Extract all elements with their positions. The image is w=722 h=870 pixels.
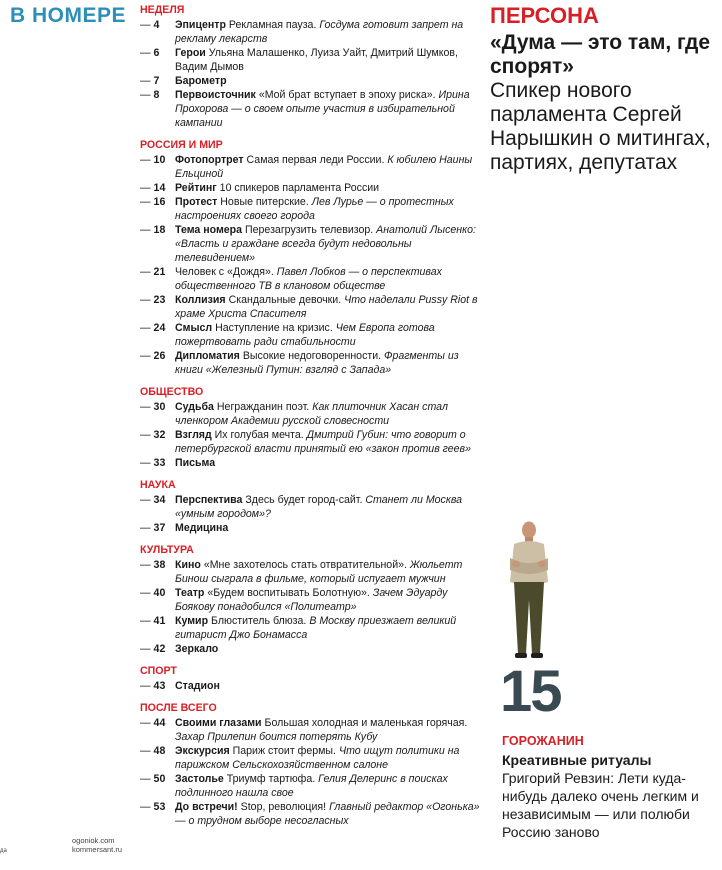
dash-separator: —	[140, 19, 154, 31]
page-number	[140, 493, 172, 507]
footer-fragment: да	[0, 848, 7, 854]
page-number	[140, 558, 172, 572]
toc-entry[interactable]	[140, 586, 485, 614]
headline: Блюститель блюза.	[211, 615, 307, 627]
toc-section	[140, 544, 485, 656]
page-number-value: 4	[153, 19, 160, 31]
section-title: ПОСЛЕ ВСЕГО	[140, 702, 217, 714]
toc-entry[interactable]	[140, 153, 485, 181]
section-title: НАУКА	[140, 479, 176, 491]
toc-entry[interactable]	[140, 400, 485, 428]
subheadline: Станет ли Москва «умным городом»?	[175, 494, 463, 520]
page-number	[140, 195, 172, 209]
rubric: Смысл	[175, 322, 213, 334]
masthead: В НОМЕРЕ	[10, 4, 127, 27]
site-link-kommersant[interactable]: kommersant.ru	[72, 845, 123, 854]
headline: Париж стоит фермы.	[232, 745, 336, 757]
headline: Их голубая мечта.	[214, 429, 304, 441]
gorozhanin-block	[502, 733, 720, 841]
page-number	[140, 18, 172, 32]
page-number	[140, 74, 172, 88]
rubric: Барометр	[175, 75, 227, 87]
persona-label: ПЕРСОНА	[490, 3, 599, 28]
dash-separator: —	[140, 266, 154, 278]
gorozhanin-label: ГОРОЖАНИН	[502, 734, 584, 748]
toc-entry[interactable]	[140, 223, 485, 265]
page-number-value: 30	[153, 401, 166, 413]
persona-description: Спикер нового парламента Сергей Нарышкин о митингах, партиях, депутатах	[490, 79, 711, 174]
page-number	[140, 46, 172, 60]
page-number	[140, 642, 172, 656]
page-number	[140, 586, 172, 600]
toc-entry[interactable]	[140, 456, 485, 470]
dash-separator: —	[140, 154, 154, 166]
headline: Stop, революция!	[240, 801, 327, 813]
page-number-value: 53	[153, 801, 166, 813]
page-number	[140, 614, 172, 628]
rubric: Экскурсия	[175, 745, 230, 757]
rubric: Своими глазами	[175, 717, 262, 729]
page-number	[140, 223, 172, 237]
headline: Негражданин поэт.	[216, 401, 310, 413]
headline: Высокие недоговоренности.	[242, 350, 382, 362]
toc-entry[interactable]	[140, 321, 485, 349]
headline: Большая холодная и маленькая горячая.	[264, 717, 468, 729]
page-number-value: 42	[153, 643, 166, 655]
dash-separator: —	[140, 457, 154, 469]
subheadline: Как плиточник Хасан стал членкором Академии русской словесности	[175, 401, 448, 427]
dash-separator: —	[140, 294, 154, 306]
dash-separator: —	[140, 350, 154, 362]
footer-sites	[72, 836, 122, 854]
dash-separator: —	[140, 196, 154, 208]
page-number-value: 44	[153, 717, 166, 729]
toc-entry[interactable]	[140, 74, 485, 88]
rubric: Стадион	[175, 680, 220, 692]
rubric: Взгляд	[175, 429, 212, 441]
page-number	[140, 88, 172, 102]
subheadline: Жюльетт Бинош сыграла в фильме, который испугает мужчин	[175, 559, 463, 585]
rubric: Медицина	[175, 522, 229, 534]
page-number-value: 6	[153, 47, 160, 59]
rubric: Судьба	[175, 401, 214, 413]
toc-section	[140, 665, 485, 693]
dash-separator: —	[140, 494, 154, 506]
site-link-ogoniok[interactable]: ogoniok.com	[72, 836, 115, 845]
page-number	[140, 716, 172, 730]
toc-entry[interactable]	[140, 614, 485, 642]
headline: «Мне захотелось стать отвратительной».	[203, 559, 407, 571]
rubric: Рейтинг	[175, 182, 217, 194]
persona-quote: «Дума — это там, где спорят»	[490, 31, 711, 78]
man-photo	[502, 520, 554, 660]
dash-separator: —	[140, 587, 154, 599]
toc-section	[140, 479, 485, 535]
dash-separator: —	[140, 559, 154, 571]
section-title: СПОРТ	[140, 665, 177, 677]
page-number-value: 38	[153, 559, 166, 571]
rubric: Первоисточник	[175, 89, 256, 101]
subheadline: Лев Лурье — о протестных настроениях своего города	[175, 196, 454, 222]
subheadline: Ирина Прохорова — о своем опыте участия в избирательной кампании	[175, 89, 470, 129]
page-number-value: 43	[153, 680, 166, 692]
rubric: Дипломатия	[175, 350, 240, 362]
headline: Скандальные девочки.	[228, 294, 342, 306]
subheadline: Гелия Делеринс в поисках подлинного нашла свое	[175, 773, 448, 799]
page-number-value: 16	[153, 196, 166, 208]
rubric: Кумир	[175, 615, 209, 627]
rubric: Зеркало	[175, 643, 219, 655]
persona-block	[490, 4, 720, 175]
page-number	[140, 321, 172, 335]
section-title: КУЛЬТУРА	[140, 544, 194, 556]
page-number-value: 26	[153, 350, 166, 362]
toc-section	[140, 386, 485, 470]
page-number-value: 37	[153, 522, 166, 534]
dash-separator: —	[140, 745, 154, 757]
headline: Триумф тартюфа.	[226, 773, 316, 785]
page-number-value: 18	[153, 224, 166, 236]
headline: Перезагрузить телевизор.	[245, 224, 374, 236]
dash-separator: —	[140, 680, 154, 692]
rubric: Застолье	[175, 773, 224, 785]
subheadline: Что наделали Pussy Riot в храме Христа Спасителя	[175, 294, 478, 320]
page-number	[140, 181, 172, 195]
headline: «Будем воспитывать Болотную».	[207, 587, 370, 599]
dash-separator: —	[140, 182, 154, 194]
rubric: Эпицентр	[175, 19, 226, 31]
page-number	[140, 293, 172, 307]
dash-separator: —	[140, 322, 154, 334]
dash-separator: —	[140, 401, 154, 413]
rubric: Протест	[175, 196, 218, 208]
toc-entry[interactable]	[140, 800, 485, 828]
toc-entry[interactable]	[140, 428, 485, 456]
subheadline: Зачем Эдуарду Боякову понадобился «Политеатр»	[175, 587, 448, 613]
page-number-value: 32	[153, 429, 166, 441]
page-number-value: 40	[153, 587, 166, 599]
page-number	[140, 153, 172, 167]
toc-entry[interactable]	[140, 521, 485, 535]
dash-separator: —	[140, 47, 154, 59]
page-number-value: 7	[153, 75, 160, 87]
dash-separator: —	[140, 89, 154, 101]
toc-entry[interactable]	[140, 181, 485, 195]
subheadline: Госдума готовит запрет на рекламу лекарств	[175, 19, 464, 45]
headline: Рекламная пауза.	[228, 19, 317, 31]
page-number-value: 21	[153, 266, 166, 278]
page-number	[140, 521, 172, 535]
page-number-value: 14	[153, 182, 166, 194]
subheadline: Главный редактор «Огонька» — о трудном выборе несогласных	[175, 801, 480, 827]
headline: «Мой брат вступает в эпоху риска».	[258, 89, 436, 101]
subheadline: Анатолий Лысенко: «Власть и граждане всегда будут недовольны телевидением»	[175, 224, 476, 264]
page-number	[140, 744, 172, 758]
toc-section	[140, 4, 485, 130]
rubric: Театр	[175, 587, 205, 599]
dash-separator: —	[140, 429, 154, 441]
toc-entry[interactable]	[140, 195, 485, 223]
toc-entry[interactable]	[140, 46, 485, 74]
page-number-value: 41	[153, 615, 166, 627]
subheadline: Захар Прилепин боится потерять Кубу	[175, 731, 378, 743]
gorozhanin-page-number: 15	[500, 659, 561, 724]
section-title: НЕДЕЛЯ	[140, 4, 185, 16]
toc-entry[interactable]	[140, 679, 485, 693]
subheadline: В Москву приезжает великий гитарист Джо Бонамасса	[175, 615, 457, 641]
page-number-value: 34	[153, 494, 166, 506]
rubric: Кино	[175, 559, 201, 571]
page-number-value: 48	[153, 745, 166, 757]
page-number	[140, 428, 172, 442]
page-number-value: 8	[153, 89, 160, 101]
rubric: Коллизия	[175, 294, 226, 306]
toc-entry[interactable]	[140, 642, 485, 656]
page-number	[140, 265, 172, 279]
page-number-value: 50	[153, 773, 166, 785]
dash-separator: —	[140, 773, 154, 785]
subheadline: Фрагменты из книги «Железный Путин: взгляд с Запада»	[175, 350, 459, 376]
page-number	[140, 400, 172, 414]
dash-separator: —	[140, 224, 154, 236]
toc-entry[interactable]	[140, 558, 485, 586]
page-number	[140, 679, 172, 693]
toc-entry[interactable]	[140, 349, 485, 377]
page-number	[140, 772, 172, 786]
toc-entry[interactable]	[140, 265, 485, 293]
subheadline: Дмитрий Губин: что говорит о петербургской власти принятый ею «закон против геев»	[175, 429, 471, 455]
headline: Новые питерские.	[220, 196, 309, 208]
toc-entry[interactable]	[140, 18, 485, 46]
subheadline: К юбилею Наины Ельциной	[175, 154, 473, 180]
toc-entry[interactable]	[140, 293, 485, 321]
subheadline: Что ищут политики на парижском Сельскохозяйственном салоне	[175, 745, 460, 771]
rubric: До встречи!	[175, 801, 238, 813]
rubric: Письма	[175, 457, 216, 469]
dash-separator: —	[140, 615, 154, 627]
page-number	[140, 800, 172, 814]
toc-section	[140, 139, 485, 377]
page-number-value: 33	[153, 457, 166, 469]
dash-separator: —	[140, 801, 154, 813]
page-number-value: 24	[153, 322, 166, 334]
page-number	[140, 349, 172, 363]
dash-separator: —	[140, 522, 154, 534]
toc-section	[140, 702, 485, 828]
dash-separator: —	[140, 75, 154, 87]
headline: Ульяна Малашенко, Луиза Уайт, Дмитрий Шумков, Вадим Дымов	[175, 47, 458, 73]
toc-entry[interactable]	[140, 744, 485, 772]
section-title: РОССИЯ И МИР	[140, 139, 223, 151]
gorozhanin-title: Креативные ритуалы	[502, 752, 652, 768]
subheadline: Чем Европа готова пожертвовать ради стабильности	[175, 322, 435, 348]
toc-entry[interactable]	[140, 772, 485, 800]
dash-separator: —	[140, 643, 154, 655]
rubric: Фотопортрет	[175, 154, 244, 166]
headline: Человек с «Дождя».	[175, 266, 274, 278]
toc-entry[interactable]	[140, 88, 485, 130]
headline: Здесь будет город-сайт.	[245, 494, 363, 506]
rubric: Тема номера	[175, 224, 243, 236]
section-title: ОБЩЕСТВО	[140, 386, 204, 398]
toc-entry[interactable]	[140, 716, 485, 744]
headline: Самая первая леди России.	[246, 154, 385, 166]
rubric: Перспектива	[175, 494, 243, 506]
dash-separator: —	[140, 717, 154, 729]
subheadline: Павел Лобков — о перспективах общественного ТВ в клановом обществе	[175, 266, 442, 292]
table-of-contents	[140, 4, 485, 837]
page-number	[140, 456, 172, 470]
rubric: Герои	[175, 47, 206, 59]
toc-entry[interactable]	[140, 493, 485, 521]
gorozhanin-text: Григорий Ревзин: Лети куда-нибудь далеко очень легким и независимым — или полюби Россию заново	[502, 770, 699, 840]
headline: Наступление на кризис.	[215, 322, 333, 334]
page-number-value: 10	[153, 154, 166, 166]
headline: 10 спикеров парламента России	[219, 182, 380, 194]
page-number-value: 23	[153, 294, 166, 306]
